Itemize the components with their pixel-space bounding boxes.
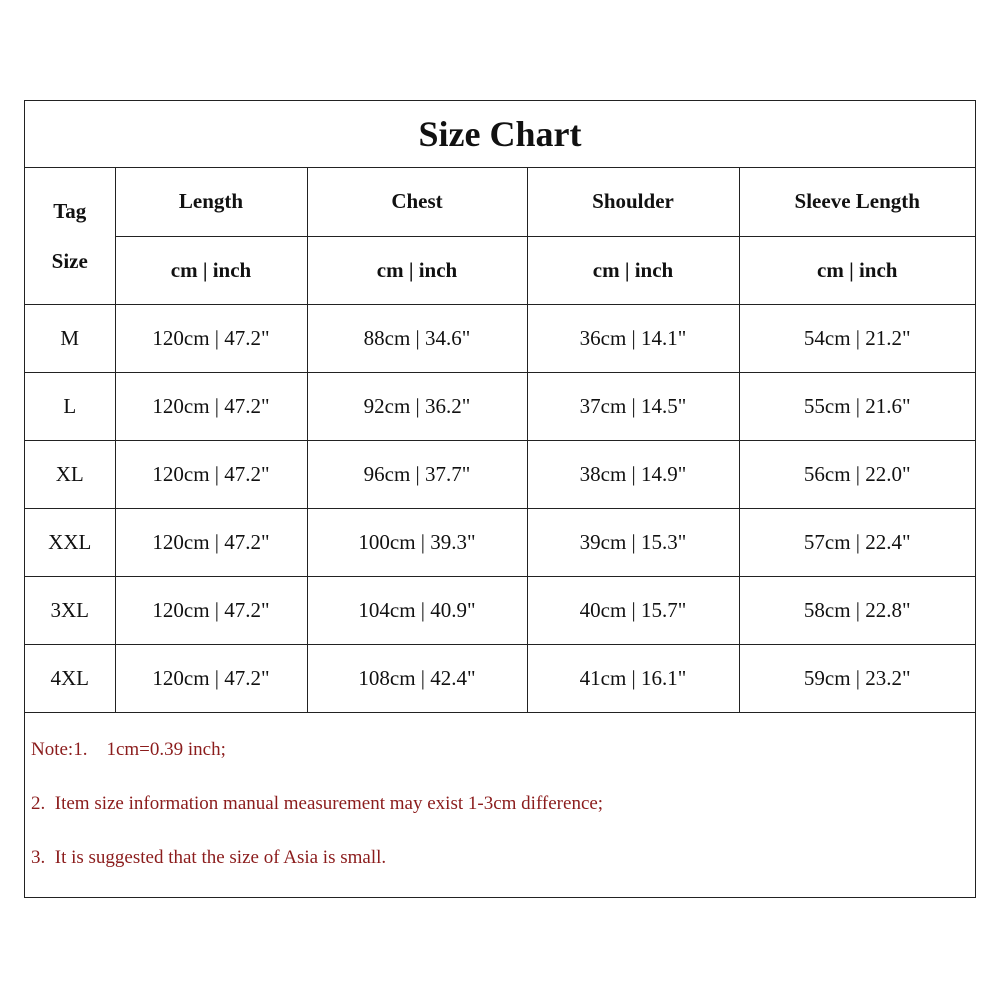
note-3: 3. It is suggested that the size of Asia is small. [31, 847, 387, 868]
chest-cell: 104cm | 40.9" [307, 576, 527, 644]
shoulder-unit: cm | inch [527, 236, 739, 304]
shoulder-cell: 38cm | 14.9" [527, 440, 739, 508]
tag-size-label-line1: Tag [53, 198, 87, 223]
length-cell: 120cm | 47.2" [115, 576, 307, 644]
chest-cell: 96cm | 37.7" [307, 440, 527, 508]
size-cell: 4XL [25, 644, 115, 712]
shoulder-cell: 36cm | 14.1" [527, 304, 739, 372]
sleeve-length-cell: 54cm | 21.2" [739, 304, 975, 372]
length-cell: 120cm | 47.2" [115, 372, 307, 440]
length-cell: 120cm | 47.2" [115, 304, 307, 372]
note-1: Note:1. 1cm=0.39 inch; [31, 739, 226, 760]
sleeve-length-unit: cm | inch [739, 236, 975, 304]
size-table [25, 168, 975, 713]
notes-section [25, 712, 975, 898]
chest-cell: 100cm | 39.3" [307, 508, 527, 576]
table-row [25, 372, 975, 440]
length-header: Length [115, 168, 307, 236]
size-cell: XL [25, 440, 115, 508]
table-row [25, 304, 975, 372]
size-cell: XXL [25, 508, 115, 576]
shoulder-header: Shoulder [527, 168, 739, 236]
length-cell: 120cm | 47.2" [115, 644, 307, 712]
tag-size-label-line2: Size [51, 248, 88, 273]
length-cell: 120cm | 47.2" [115, 440, 307, 508]
table-row [25, 576, 975, 644]
note-2: 2. Item size information manual measurement may exist 1-3cm difference; [31, 793, 604, 814]
table-row [25, 644, 975, 712]
chest-header: Chest [307, 168, 527, 236]
size-cell: 3XL [25, 576, 115, 644]
table-row [25, 440, 975, 508]
size-cell: L [25, 372, 115, 440]
sleeve-length-header: Sleeve Length [739, 168, 975, 236]
header-row [25, 168, 975, 236]
chest-cell: 92cm | 36.2" [307, 372, 527, 440]
sleeve-length-cell: 57cm | 22.4" [739, 508, 975, 576]
chart-title: Size Chart [25, 101, 975, 168]
sleeve-length-cell: 58cm | 22.8" [739, 576, 975, 644]
sleeve-length-cell: 55cm | 21.6" [739, 372, 975, 440]
length-unit: cm | inch [115, 236, 307, 304]
shoulder-cell: 41cm | 16.1" [527, 644, 739, 712]
length-cell: 120cm | 47.2" [115, 508, 307, 576]
size-chart-frame [24, 100, 976, 898]
chest-unit: cm | inch [307, 236, 527, 304]
sleeve-length-cell: 56cm | 22.0" [739, 440, 975, 508]
table-row [25, 508, 975, 576]
tag-size-header [25, 168, 115, 304]
unit-row [25, 236, 975, 304]
shoulder-cell: 40cm | 15.7" [527, 576, 739, 644]
size-rows [25, 304, 975, 712]
size-cell: M [25, 304, 115, 372]
shoulder-cell: 37cm | 14.5" [527, 372, 739, 440]
sleeve-length-cell: 59cm | 23.2" [739, 644, 975, 712]
chest-cell: 88cm | 34.6" [307, 304, 527, 372]
shoulder-cell: 39cm | 15.3" [527, 508, 739, 576]
chest-cell: 108cm | 42.4" [307, 644, 527, 712]
